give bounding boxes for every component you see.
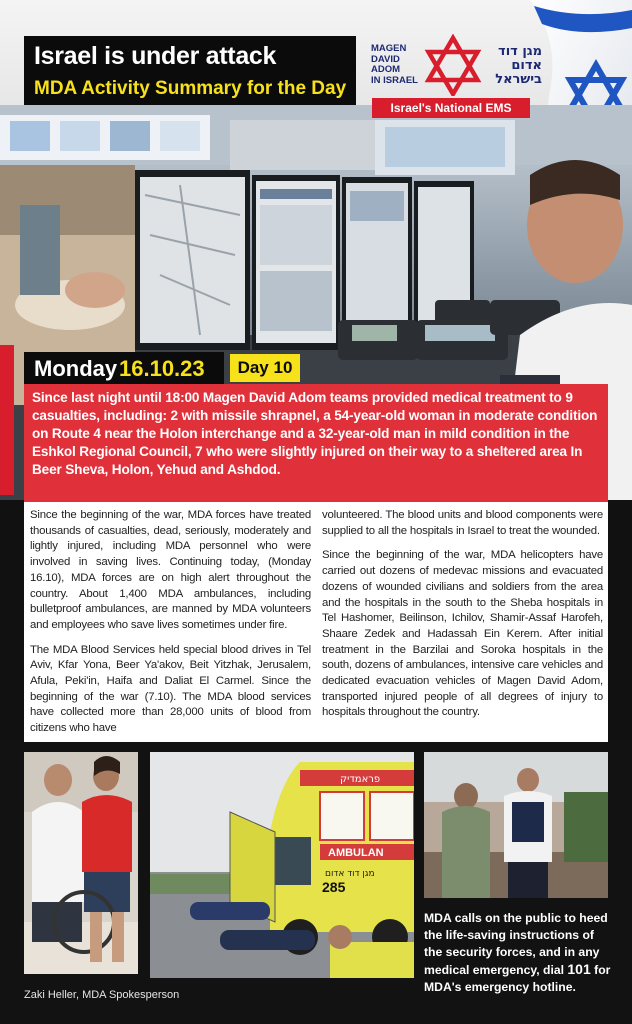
logo-line: ADOM <box>371 64 401 75</box>
callout-text-before: MDA calls on the public to heed the life-saving instructions of the security forces, and in any medical emergency, dial <box>424 911 608 977</box>
logo-line: אדום <box>511 58 542 73</box>
logo-line: מגן דוד <box>498 44 542 59</box>
day-counter-badge: Day 10 <box>230 354 300 382</box>
ambulance-photo <box>150 752 414 978</box>
spokesperson-illustration <box>24 752 138 974</box>
article-column-right <box>322 508 603 730</box>
title-box <box>24 36 356 108</box>
date-box <box>24 352 224 384</box>
photo-caption: Zaki Heller, MDA Spokesperson <box>24 989 180 1001</box>
paragraph: The MDA Blood Services held special blood drives in Tel Aviv, Kfar Yona, Beer Ya'akov, Beit Yitzhak, Jerusalem, Afula, Peki'in, Haifa and Daliat El Carmel. Since the beginning of the war (7.10). The MDA blood services have collected more than 28,000 units of blood from citizens who have <box>30 643 311 735</box>
logo-line: DAVID <box>371 53 400 65</box>
evacuation-photo <box>424 752 608 898</box>
ambulance-number: 285 <box>322 879 346 895</box>
ems-banner: Israel's National EMS <box>372 98 530 118</box>
logo-line: MAGEN <box>371 43 407 54</box>
weekday-label: Monday <box>34 356 118 381</box>
ambulance-hebrew-bottom: מגן דוד אדום <box>325 869 375 879</box>
spokesperson-photo <box>24 752 138 974</box>
emergency-callout <box>424 910 614 996</box>
summary-text: Since last night until 18:00 Magen David Adom teams provided medical treatment to 9 casualties, including: 2 with missile shrapnel, a 54-year-old woman in moderate condition on Route 4 near the Holon interchange and a 32-year-old man in mild condition in the Eshkol Regional Council, 7 who were slightly injured on their way to a sheltered area In Beer Sheva, Holon, Yehud and Ashdod. <box>32 390 598 477</box>
paragraph: volunteered. The blood units and blood components were supplied to all the hospitals in Israel to treat the wounded. <box>322 509 603 537</box>
date-label: 16.10.23 <box>119 356 205 381</box>
paragraph: Since the beginning of the war, MDA forces have treated thousands of casualties, dead, seriously, moderately and lightly injured, including MDA personnel who were involved in saving lives. Continuing today, (Monday 16.10), MDA forces are on high alert throughout the country. About 1,400 MDA ambulances, including bulletproof ambulances, are manned by MDA volunteers and employees who save lives sometimes under fire. <box>30 509 311 631</box>
mda-logo-english <box>371 44 418 86</box>
article-column-left <box>30 508 311 746</box>
emergency-number: 101 <box>567 961 591 977</box>
paragraph: Since the beginning of the war, MDA helicopters have carried out dozens of medevac missions and evacuated dozens of wounded civilians and soldiers from the area and the hospitals in the south to the Sheba hospitals in Tel Hashomer, Beilinson, Ichilov, Shamir-Assaf Harofeh, Shaare Zedek and Hadassah Ein Kerem. After initial treatment in the Barzilai and Soroka hospitals in the south, dozens of ambulances, intensive care vehicles and dedicated evacuation vehicles of Magen David Adom, transported injured people of all degrees of injury to hospitals throughout the country. <box>322 549 603 719</box>
ambulance-hebrew-top: פראמדיק <box>340 774 381 785</box>
page-title: Israel is under attack <box>34 42 277 70</box>
callout-text-after: for MDA's emergency hotline. <box>424 963 611 994</box>
ambulance-label: AMBULAN <box>328 847 384 859</box>
page-subtitle: MDA Activity Summary for the Day <box>34 78 347 99</box>
logo-line: בישראל <box>495 72 542 87</box>
mda-logo-hebrew <box>482 45 542 87</box>
summary-box <box>24 384 608 502</box>
logo-line: IN ISRAEL <box>371 74 418 86</box>
evacuation-illustration <box>424 752 608 898</box>
ambulance-illustration <box>150 752 414 978</box>
article-body <box>24 502 608 742</box>
red-star-of-david-icon <box>421 34 485 96</box>
